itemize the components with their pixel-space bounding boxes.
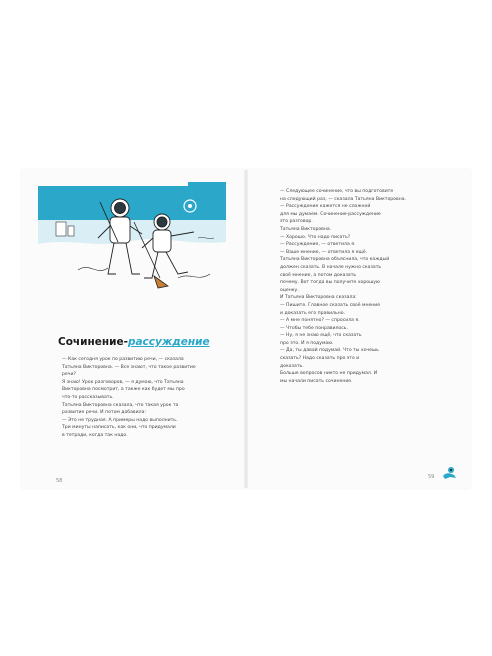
sky-band (38, 182, 226, 220)
text-line: развитие речи. И потом добавила: (62, 410, 146, 416)
text-line: — Хорошо. Что надо писать? (280, 234, 351, 240)
text-line: Татьяна Викторовна. — Все знают, что такое развитие (62, 364, 196, 370)
text-line: — Рассуждение, — ответила я. (280, 242, 356, 248)
text-line: речи? (62, 372, 76, 378)
text-line: — Да, ты давай подумай. Что ты хочешь (280, 348, 379, 354)
text-line: мы начали писать сочинение. (280, 378, 353, 384)
text-line: своё мнение, а потом доказать (280, 272, 357, 278)
text-line: что-то рассказывать. (62, 394, 114, 400)
text-line: должен сказать. В начале нужно сказать (280, 264, 382, 270)
text-line: — А мне понятно? — спросила я. (280, 318, 360, 324)
text-line: сказать? Надо сказать про это и (280, 356, 360, 362)
text-line: Татьяна Викторовна объяснила, что каждый (280, 257, 390, 263)
text-line: Я знаю! Урок разговоров, — я думаю, что Татьяна (62, 379, 184, 385)
right-body-text (280, 188, 450, 385)
text-line: — Пишите. Главное сказать своё мнение (280, 302, 381, 308)
text-line: Татьяна Викторовна сказала, что такая урок та (62, 402, 179, 408)
left-page (22, 170, 246, 488)
text-line: это разговор. (280, 219, 313, 225)
text-line: — Это не трудная. А примеры надо выполнить. (62, 417, 178, 423)
heading-main: Сочинение- (58, 336, 128, 348)
left-body-text (62, 356, 230, 440)
text-line: Татьяна Викторовна. (280, 226, 332, 232)
text-line: для мы думаем. Сочинение-рассуждение (280, 211, 381, 217)
text-line: доказать. (280, 363, 304, 369)
astronauts-illustration (38, 182, 226, 304)
text-line: — Чтобы тебе понравилось. (280, 325, 348, 331)
page-number-right: 59 (428, 474, 435, 480)
text-line: Три минуты написать, как они, что придумали (62, 425, 176, 431)
chapter-heading (58, 336, 210, 348)
text-line: и доказать его правильно. (280, 310, 345, 316)
text-line: — Рассуждение кажется не сложной (280, 204, 371, 210)
text-line: в тетради, когда так надо. (62, 432, 128, 438)
page-number-left: 58 (56, 478, 63, 484)
text-line: Больше вопросов никто не придумал. И (280, 371, 378, 377)
text-line: на следующий раз, — сказала Татьяна Викторовна. (280, 196, 406, 202)
text-line: — Как сегодня урок по развитию речи, — сказала (62, 357, 184, 362)
running-figure-icon (440, 466, 458, 480)
text-line: — Следующее сочинение, что вы подготовите (280, 189, 394, 194)
text-line: про это. И я подумаю. (280, 340, 334, 346)
text-line: почему. Вот тогда вы получите хорошую (280, 280, 380, 286)
text-line: — Ну, я не знаю ещё, что сказать (280, 333, 362, 339)
heading-accent: рассуждение (127, 336, 210, 348)
right-page (246, 170, 470, 488)
book-spread (22, 170, 470, 488)
text-line: — Ваше мнение, — ответила я ещё. (280, 249, 368, 255)
text-line: И Татьяна Викторовна сказала: (280, 295, 357, 301)
text-line: оценку. (280, 287, 299, 293)
text-line: Викторовна посмотрит, а также как будет мы про (62, 387, 185, 393)
